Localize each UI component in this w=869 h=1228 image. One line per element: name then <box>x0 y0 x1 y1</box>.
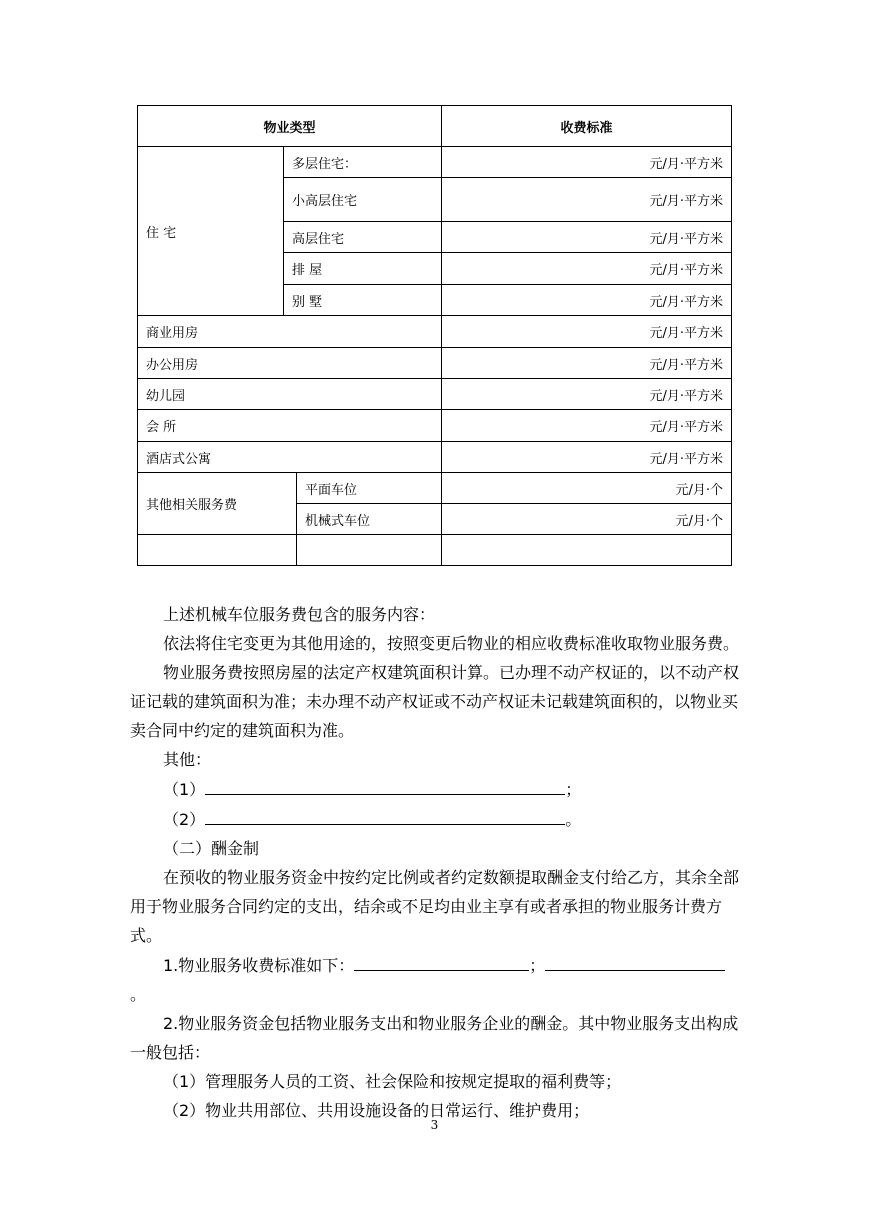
header-property-type: 物业类型 <box>138 106 442 147</box>
blank-line <box>545 950 725 971</box>
property-type-name: 会 所 <box>138 410 442 442</box>
fee-unit: 元/月·平方米 <box>442 253 732 285</box>
fee-unit: 元/月·平方米 <box>442 348 732 379</box>
body-text <box>130 600 740 1125</box>
empty-cell <box>138 535 297 566</box>
paragraph: 其他： <box>163 750 212 769</box>
fee-unit: 元/月·平方米 <box>442 410 732 442</box>
blank-line <box>205 774 565 795</box>
paragraph: （1）管理服务人员的工资、社会保险和按规定提取的福利费等； <box>163 1072 622 1091</box>
property-type-name: 商业用房 <box>138 316 442 348</box>
paragraph: 物业服务费按照房屋的法定产权建筑面积计算。已办理不动产权证的，以不动产权证记载的建筑面积为准；未办理不动产权证或不动产权证未记载建筑面积的，以物业买卖合同中约定的建筑面积为准。 <box>130 663 740 740</box>
residential-type-name: 排 屋 <box>284 253 442 285</box>
fee-unit: 元/月·平方米 <box>442 147 732 178</box>
fee-unit: 元/月·平方米 <box>442 178 732 222</box>
paragraph: （2）物业共用部位、共用设施设备的日常运行、维护费用； <box>163 1101 590 1120</box>
fee-unit: 元/月·平方米 <box>442 379 732 410</box>
item-label: 1.物业服务收费标准如下： <box>163 956 355 975</box>
fill-line-item <box>130 774 740 804</box>
fee-unit: 元/月·平方米 <box>442 222 732 253</box>
section-title: （二）酬金制 <box>163 839 260 858</box>
parking-type-name: 平面车位 <box>297 473 442 504</box>
residential-type-name: 别 墅 <box>284 285 442 316</box>
property-type-name: 办公用房 <box>138 348 442 379</box>
fee-unit: 元/月·平方米 <box>442 285 732 316</box>
fill-line-item <box>130 950 740 1009</box>
blank-line <box>205 804 565 825</box>
empty-cell <box>297 535 442 566</box>
fee-unit: 元/月·平方米 <box>442 442 732 473</box>
item-end: 。 <box>130 985 147 1004</box>
fee-unit: 元/月·平方米 <box>442 316 732 348</box>
residential-type-name: 多层住宅： <box>284 147 442 178</box>
fee-standard-table <box>137 105 732 566</box>
property-type-name: 幼儿园 <box>138 379 442 410</box>
item-label: （2） <box>163 810 206 829</box>
item-end: 。 <box>565 810 582 829</box>
empty-cell <box>442 535 732 566</box>
paragraph: 在预收的物业服务资金中按约定比例或者约定数额提取酬金支付给乙方，其余全部用于物业服务合同约定的支出，结余或不足均由业主享有或者承担的物业服务计费方式。 <box>130 868 740 945</box>
paragraph: 依法将住宅变更为其他用途的，按照变更后物业的相应收费标准收取物业服务费。 <box>163 634 740 653</box>
page-number: 3 <box>430 1118 439 1132</box>
service-fee-label: 其他相关服务费 <box>138 473 297 535</box>
residential-label: 住 宅 <box>138 147 284 316</box>
paragraph: 上述机械车位服务费包含的服务内容： <box>163 605 436 624</box>
item-sep: ； <box>529 956 546 975</box>
item-end: ； <box>565 780 582 799</box>
blank-line <box>354 950 529 971</box>
fee-unit: 元/月·个 <box>442 504 732 535</box>
residential-type-name: 高层住宅 <box>284 222 442 253</box>
fee-unit: 元/月·个 <box>442 473 732 504</box>
item-label: （1） <box>163 780 206 799</box>
parking-type-name: 机械式车位 <box>297 504 442 535</box>
residential-type-name: 小高层住宅 <box>284 178 442 222</box>
paragraph: 2.物业服务资金包括物业服务支出和物业服务企业的酬金。其中物业服务支出构成一般包括： <box>130 1014 739 1062</box>
header-fee-standard: 收费标准 <box>442 106 732 147</box>
property-type-name: 酒店式公寓 <box>138 442 442 473</box>
fill-line-item <box>130 804 740 834</box>
